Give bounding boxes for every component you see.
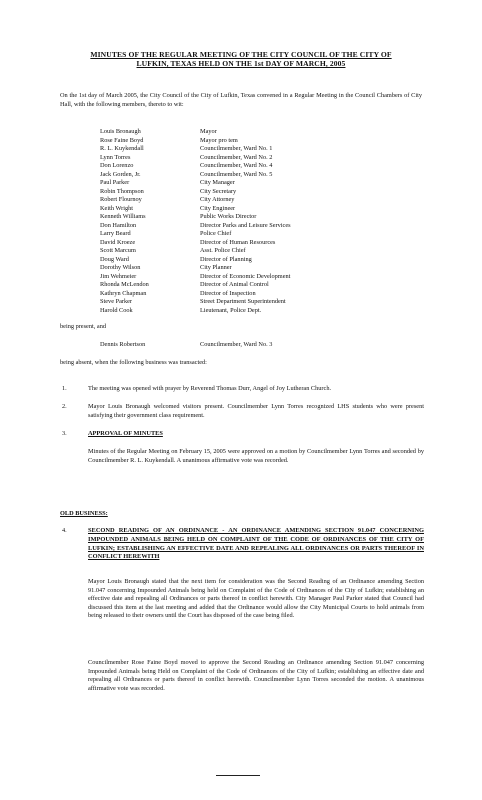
footer-rule: [216, 775, 260, 776]
title-line-2: LUFKIN, TEXAS HELD ON THE 1st DAY OF MARCH, 2005: [136, 59, 346, 68]
present-members-list: [100, 128, 420, 315]
present-member-row: [100, 264, 420, 273]
present-member-row: [100, 290, 420, 299]
present-member-row: [100, 171, 420, 180]
member-name: Steve Parker: [100, 298, 132, 305]
item-3-text: Minutes of the Regular Meeting on February 15, 2005 were approved on a motion by Councilmember Lynn Torres and seconded by Councilmember R. L. Kuykendall. A unanimous affirmative vote was recorded.: [88, 448, 424, 464]
member-role: Director Parks and Leisure Services: [200, 221, 291, 229]
member-role: Director of Economic Development: [200, 272, 291, 280]
document-title: [60, 50, 422, 68]
member-name: Paul Parker: [100, 179, 130, 186]
member-name: Rhonda McLendon: [100, 281, 149, 288]
item-4-paragraph-1: Mayor Louis Bronaugh stated that the next item for consideration was the Second Reading of an Ordinance amending Section 91.047 concerning Impounded Animals being held on Complaint of the Code of Ordinances of the City of Lufkin; establishing an effective date and repealing all Ordinances or parts thereof in conflict herewith. City Manager Paul Parker stated that Council had discussed this item at the last meeting and added that the Ordinance would allow the City Municipal Courts to hold animals from being released to their owners until the Court has disposed of the case being filed.: [88, 578, 424, 620]
item-number: 3.: [62, 430, 67, 437]
member-role: City Planner: [200, 264, 232, 271]
member-name: Lynn Torres: [100, 153, 131, 161]
member-role: Councilmember, Ward No. 5: [200, 170, 273, 178]
present-member-row: [100, 256, 420, 265]
member-name: Harold Cook: [100, 306, 133, 314]
item-4-heading: SECOND READING OF AN ORDINANCE - AN ORDINANCE AMENDING SECTION 91.047 CONCERNING IMPOUNDED ANIMALS BEING HELD ON COMPLAINT OF THE CODE OF ORDINANCES OF THE CITY OF LUFKIN; ESTABLISHING AN EFFECTIVE DATE AND REPEALING ALL ORDINANCES OR PARTS THEREOF IN CONFLICT HEREWITH: [88, 527, 424, 561]
member-name: Kenneth Williams: [100, 213, 146, 220]
member-name: R. L. Kuykendall: [100, 145, 144, 152]
member-name: Scott Marcum: [100, 247, 136, 254]
member-role: Lieutenant, Police Dept.: [200, 306, 262, 314]
absent-member-name: Dennis Robertson: [100, 341, 146, 348]
present-member-row: [100, 188, 420, 197]
old-business-heading: OLD BUSINESS:: [60, 510, 108, 517]
member-role: Councilmember, Ward No. 2: [200, 153, 273, 161]
present-member-row: [100, 128, 420, 137]
present-member-row: [100, 281, 420, 290]
present-member-row: [100, 205, 420, 214]
member-name: Jim Wehmeier: [100, 272, 137, 280]
present-member-row: [100, 273, 420, 282]
present-member-row: [100, 196, 420, 205]
member-role: Director of Animal Control: [200, 281, 269, 288]
member-name: Louis Bronaugh: [100, 128, 141, 135]
present-member-row: [100, 222, 420, 231]
present-member-row: [100, 179, 420, 188]
member-role: Mayor: [200, 128, 217, 135]
member-name: Doug Ward: [100, 255, 129, 263]
member-name: Kathryn Chapman: [100, 289, 147, 297]
member-role: Asst. Police Chief: [200, 247, 246, 254]
member-role: Director of Inspection: [200, 289, 256, 297]
member-role: City Engineer: [200, 204, 236, 212]
item-4-paragraph-2: Councilmember Rose Faine Boyd moved to approve the Second Reading an Ordinance amending Section 91.047 concerning Impounded Animals being Held on Complaint of the Code of Ordinances of the City of Lufkin; establishing an effective date and repealing all Ordinances or parts thereof in conflict herewith. Councilmember Lynn Torres seconded the motion. A unanimous affirmative vote was recorded.: [88, 659, 424, 692]
item-number: 2.: [62, 403, 67, 410]
title-line-1: MINUTES OF THE REGULAR MEETING OF THE CITY COUNCIL OF THE CITY OF: [90, 50, 392, 59]
being-present-text: being present, and: [60, 323, 106, 330]
member-role: Councilmember, Ward No. 1: [200, 145, 273, 152]
member-name: Dorothy Wilson: [100, 264, 141, 271]
member-name: Rose Faine Boyd: [100, 136, 144, 144]
member-role: Director of Planning: [200, 255, 252, 263]
intro-paragraph: On the 1st day of March 2005, the City Council of the City of Lufkin, Texas convened in a Regular Meeting in the Council Chambers of City Hall, with the following members, thereto to wit:: [60, 92, 422, 108]
member-role: Mayor pro tem: [200, 136, 238, 144]
member-name: Don Lorenzo: [100, 162, 134, 169]
present-member-row: [100, 213, 420, 222]
present-member-row: [100, 230, 420, 239]
member-role: Director of Human Resources: [200, 238, 276, 246]
item-number: 1.: [62, 385, 67, 392]
present-member-row: [100, 239, 420, 248]
member-name: Robert Flournoy: [100, 196, 142, 203]
member-name: David Kroeze: [100, 238, 136, 246]
present-member-row: [100, 137, 420, 146]
present-member-row: [100, 307, 420, 316]
item-2-text: Mayor Louis Bronaugh welcomed visitors present. Councilmember Lynn Torres recognized LHS students who were present satisfying their government class requirement.: [88, 403, 424, 419]
member-name: Robin Thompson: [100, 187, 144, 195]
absent-member-role: Councilmember, Ward No. 3: [200, 341, 273, 348]
member-role: Councilmember, Ward No. 4: [200, 162, 273, 169]
item-number: 4.: [62, 527, 67, 534]
member-role: Street Department Superintendent: [200, 298, 286, 305]
present-member-row: [100, 247, 420, 256]
member-name: Keith Wright: [100, 204, 134, 212]
being-absent-text: being absent, when the following business was transacted:: [60, 359, 207, 366]
present-member-row: [100, 298, 420, 307]
member-role: Public Works Director: [200, 213, 257, 220]
item-3-heading: APPROVAL OF MINUTES: [88, 430, 163, 437]
present-member-row: [100, 162, 420, 171]
member-name: Larry Beard: [100, 230, 131, 237]
item-1-text: The meeting was opened with prayer by Reverend Thomas Durr, Angel of Joy Lutheran Church.: [88, 385, 332, 392]
present-member-row: [100, 145, 420, 154]
member-role: Police Chief: [200, 230, 232, 237]
member-role: City Secretary: [200, 187, 237, 195]
member-role: City Manager: [200, 179, 235, 186]
absent-member-row: [100, 341, 420, 350]
member-name: Jack Gorden, Jr.: [100, 170, 141, 178]
member-role: City Attorney: [200, 196, 235, 203]
absent-members-list: [100, 341, 420, 350]
present-member-row: [100, 154, 420, 163]
member-name: Don Hamilton: [100, 221, 137, 229]
